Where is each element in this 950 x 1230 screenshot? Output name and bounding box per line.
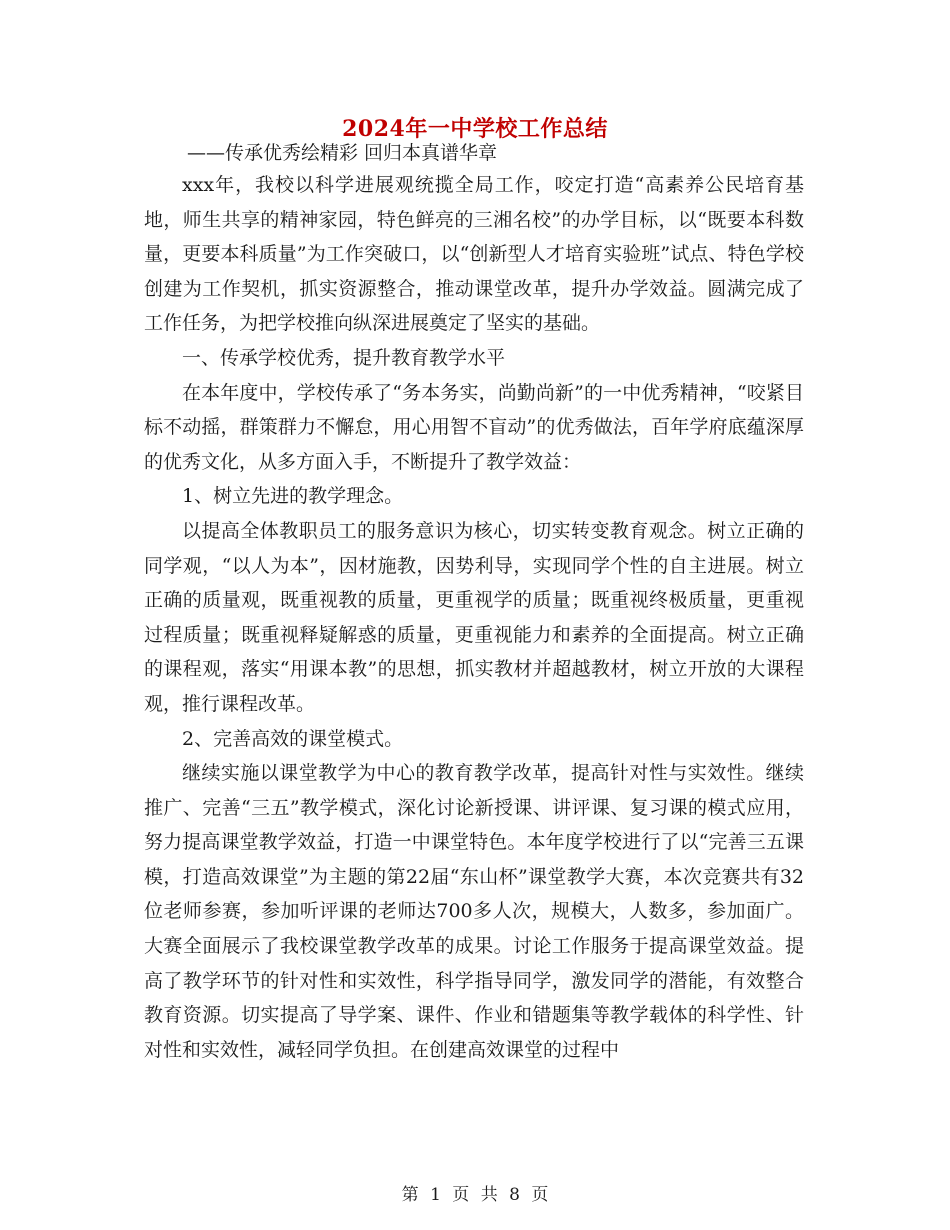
paragraph: 以提高全体教职员工的服务意识为核心，切实转变教育观念。树立正确的同学观，“以人为本”，因材施教，因势利导，实现同学个性的自主进展。树立正确的质量观，既重视教的质量，更重视学的质量；既重视终极质量，更重视过程质量；既重视释疑解惑的质量，更重视能力和素养的全面提高。树立正确的课程观，落实“用课本教”的思想，抓实教材并超越教材，树立开放的大课程观，推行课程改革。 (144, 519, 804, 715)
subsection-heading-1: 1、树立先进的教学理念。 (182, 485, 404, 508)
document-subtitle: ——传承优秀绘精彩 回归本真谱华章 (187, 142, 498, 164)
document-title: 2024年一中学校工作总结 (342, 116, 608, 142)
paragraph: 继续实施以课堂教学为中心的教育教学改革，提高针对性与实效性。继续推广、完善“三五”教学模式，深化讨论新授课、讲评课、复习课的模式应用，努力提高课堂教学效益，打造一中课堂特色。本年度学校进行了以“完善三五课模，打造高效课堂”为主题的第22届“东山杯”课堂教学大赛，本次竞赛共有32位老师参赛，参加听评课的老师达700多人次，规模大，人数多，参加面广。大赛全面展示了我校课堂教学改革的成果。讨论工作服务于提高课堂效益。提高了教学环节的针对性和实效性，科学指导同学，激发同学的潜能，有效整合教育资源。切实提高了导学案、课件、作业和错题集等教学载体的科学性、针对性和实效性，减轻同学负担。在创建高效课堂的过程中 (144, 762, 804, 1061)
subsection-heading-2: 2、完善高效的课堂模式。 (182, 727, 404, 750)
document-body (144, 168, 804, 1067)
section-heading-1: 一、传承学校优秀，提升教育教学水平 (182, 346, 506, 369)
paragraph: 在本年度中，学校传承了“务本务实，尚勤尚新”的一中优秀精神，“咬紧目标不动摇，群策群力不懈怠，用心用智不盲动”的优秀做法，百年学府底蕴深厚的优秀文化，从多方面入手，不断提升了教学效益： (144, 381, 804, 473)
paragraph-intro: xxx年，我校以科学进展观统揽全局工作，咬定打造“高素养公民培育基地，师生共享的精神家园，特色鲜亮的三湘名校”的办学目标，以“既要本科数量，更要本科质量”为工作突破口，以“创新型人才培育实验班”试点、特色学校创建为工作契机，抓实资源整合，推动课堂改革，提升办学效益。圆满完成了工作任务，为把学校推向纵深进展奠定了坚实的基础。 (144, 174, 804, 335)
page-number-footer: 第 1 页 共 8 页 (401, 1185, 549, 1205)
